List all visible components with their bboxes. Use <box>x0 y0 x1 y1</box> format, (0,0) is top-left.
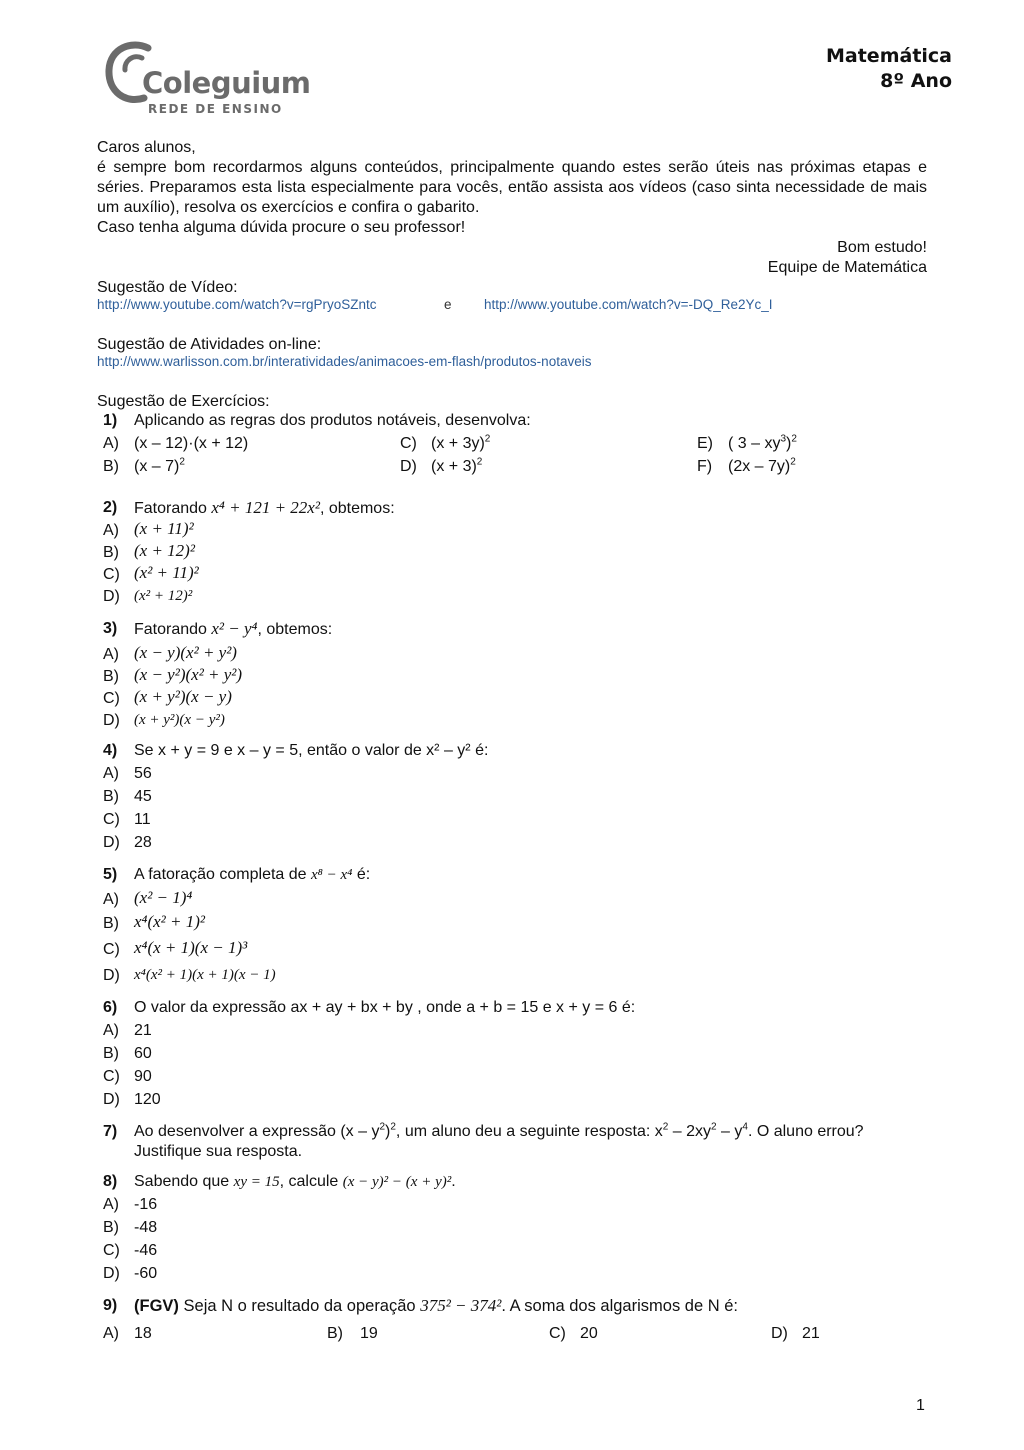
q1-option-f: (2x – 7y)$^2$ <box>728 456 796 475</box>
q4-option-c: 11 <box>134 811 151 828</box>
video-heading: Sugestão de Vídeo: <box>97 279 238 296</box>
q2-number: 2) <box>103 499 118 516</box>
q8-option-b: -48 <box>134 1219 158 1236</box>
q1-option-e: ( $3 - xy^3)^2$ <box>728 433 797 452</box>
q1-letter-c: C) <box>400 435 417 452</box>
q5-option-d: x⁴(x² + 1)(x + 1)(x − 1) <box>134 967 276 983</box>
q6-letter-b: B) <box>103 1045 119 1062</box>
q3-letter-c: C) <box>103 690 120 707</box>
intro-last-line: Caso tenha alguma dúvida procure o seu professor! <box>97 219 466 236</box>
q2-option-c: (x² + 11)² <box>134 563 199 582</box>
q2-option-b: (x + 12)² <box>134 541 195 560</box>
q9-option-b: 19 <box>360 1325 378 1342</box>
q1-option-a: (x – 12)·(x + 12) <box>134 435 249 452</box>
q1-letter-e: E) <box>697 435 713 452</box>
q4-letter-d: D) <box>103 834 120 851</box>
grade-title: 8º Ano <box>880 70 952 92</box>
q5-text: A fatoração completa de x⁸ − x⁴ é: <box>134 866 371 883</box>
logo-name: Coleguium <box>142 66 311 100</box>
q3-letter-b: B) <box>103 668 119 685</box>
q1-letter-b: B) <box>103 458 119 475</box>
q3-option-c: (x + y²)(x − y) <box>134 687 232 706</box>
q8-letter-b: B) <box>103 1219 119 1236</box>
q8-option-a: -16 <box>134 1196 158 1213</box>
q3-letter-d: D) <box>103 712 120 729</box>
q9-option-c: 20 <box>580 1325 598 1342</box>
q6-option-d: 120 <box>134 1091 161 1108</box>
q5-letter-b: B) <box>103 915 119 932</box>
greeting: Caros alunos, <box>97 139 196 156</box>
q5-option-b: x⁴(x² + 1)² <box>134 912 205 931</box>
q4-letter-a: A) <box>103 765 119 782</box>
q9-option-a: 18 <box>134 1325 152 1342</box>
sign-line-1: Bom estudo! <box>837 239 927 256</box>
q6-letter-c: C) <box>103 1068 120 1085</box>
q4-option-b: 45 <box>134 788 152 805</box>
sign-line-2: Equipe de Matemática <box>767 259 927 276</box>
online-heading: Sugestão de Atividades on-line: <box>97 336 322 353</box>
q1-number: 1) <box>103 412 118 429</box>
q7-number: 7) <box>103 1123 118 1140</box>
q5-number: 5) <box>103 866 118 883</box>
q6-option-a: 21 <box>134 1022 152 1039</box>
q8-letter-d: D) <box>103 1265 120 1282</box>
q9-letter-d: D) <box>771 1325 788 1342</box>
video-link-2[interactable]: http://www.youtube.com/watch?v=-DQ_Re2Yc_I <box>484 297 773 312</box>
q3-option-a: (x − y)(x² + y²) <box>134 643 237 662</box>
q5-letter-d: D) <box>103 967 120 984</box>
q3-option-d: (x + y²)(x − y²) <box>134 712 225 728</box>
q6-option-b: 60 <box>134 1045 152 1062</box>
q9-letter-b: B) <box>327 1325 343 1342</box>
q7-text-line-2: Justifique sua resposta. <box>134 1143 303 1160</box>
online-link[interactable]: http://www.warlisson.com.br/interatividades/animacoes-em-flash/produtos-notaveis <box>97 354 592 369</box>
q2-letter-b: B) <box>103 544 119 561</box>
q1-letter-d: D) <box>400 458 417 475</box>
q8-option-c: -46 <box>134 1242 158 1259</box>
q8-number: 8) <box>103 1173 118 1190</box>
q6-letter-a: A) <box>103 1022 119 1039</box>
subject-title: Matemática <box>826 45 952 67</box>
q2-letter-d: D) <box>103 588 120 605</box>
exercises-heading: Sugestão de Exercícios: <box>97 393 270 410</box>
q1-option-b: (x – 7)$^2$ <box>134 456 185 475</box>
video-separator: e <box>444 297 452 312</box>
q1-option-c: $(x + 3y)^2$ <box>431 433 491 452</box>
q5-letter-c: C) <box>103 941 120 958</box>
q9-number: 9) <box>103 1297 118 1314</box>
q8-letter-a: A) <box>103 1196 119 1213</box>
q4-letter-c: C) <box>103 811 120 828</box>
q6-text: O valor da expressão ax + ay + bx + by , onde a + b = 15 e x + y = 6 é: <box>134 999 636 1016</box>
q9-letter-c: C) <box>549 1325 566 1342</box>
q7-text: Ao desenvolver a expressão $(x - y^2)^2$, um aluno deu a seguinte resposta: $x^2 - 2xy^2 - y^4$. O aluno errou? <box>134 1121 864 1140</box>
intro-paragraph: é sempre bom recordarmos alguns conteúdos, principalmente quando estes serão úteis nas próximas etapas e séries. Preparamos esta lista especialmente para vocês, então assista aos vídeos (caso sinta necessidade de mais um auxílio), resolva os exercícios e confira o gabarito. <box>97 159 927 216</box>
q9-option-d: 21 <box>802 1325 820 1342</box>
q1-option-d: $(x + 3)^2$ <box>431 456 483 475</box>
q2-option-d: (x² + 12)² <box>134 588 193 604</box>
q3-number: 3) <box>103 620 118 637</box>
video-link-1[interactable]: http://www.youtube.com/watch?v=rgPryoSZntc <box>97 297 377 312</box>
q6-option-c: 90 <box>134 1068 152 1085</box>
q8-text: Sabendo que xy = 15, calcule (x − y)² − (x + y)². <box>134 1173 456 1190</box>
q4-option-a: 56 <box>134 765 152 782</box>
q2-letter-c: C) <box>103 566 120 583</box>
q4-text: Se x + y = 9 e x – y = 5, então o valor de x² – y² é: <box>134 742 489 759</box>
q4-option-d: 28 <box>134 834 152 851</box>
q3-text: Fatorando x² − y⁴, obtemos: <box>134 619 333 638</box>
q2-letter-a: A) <box>103 522 119 539</box>
q1-letter-f: F) <box>697 458 713 475</box>
q4-number: 4) <box>103 742 118 759</box>
logo-subtitle: REDE DE ENSINO <box>148 102 283 116</box>
q1-text: Aplicando as regras dos produtos notáveis, desenvolva: <box>134 412 531 429</box>
q1-letter-a: A) <box>103 435 119 452</box>
logo <box>104 40 311 120</box>
q3-option-b: (x − y²)(x² + y²) <box>134 665 243 684</box>
q9-text: (FGV) Seja N o resultado da operação 375² − 374². A soma dos algarismos de N é: <box>134 1296 738 1315</box>
q4-letter-b: B) <box>103 788 119 805</box>
q6-number: 6) <box>103 999 118 1016</box>
q8-letter-c: C) <box>103 1242 120 1259</box>
q5-option-a: (x² − 1)⁴ <box>134 888 193 907</box>
q8-option-d: -60 <box>134 1265 158 1282</box>
q2-option-a: (x + 11)² <box>134 519 194 538</box>
q9-letter-a: A) <box>103 1325 119 1342</box>
q3-letter-a: A) <box>103 646 119 663</box>
q5-option-c: x⁴(x + 1)(x − 1)³ <box>134 938 248 957</box>
page-number: 1 <box>916 1397 925 1414</box>
q2-text: Fatorando x⁴ + 121 + 22x², obtemos: <box>134 498 395 517</box>
q5-letter-a: A) <box>103 891 119 908</box>
q6-letter-d: D) <box>103 1091 120 1108</box>
